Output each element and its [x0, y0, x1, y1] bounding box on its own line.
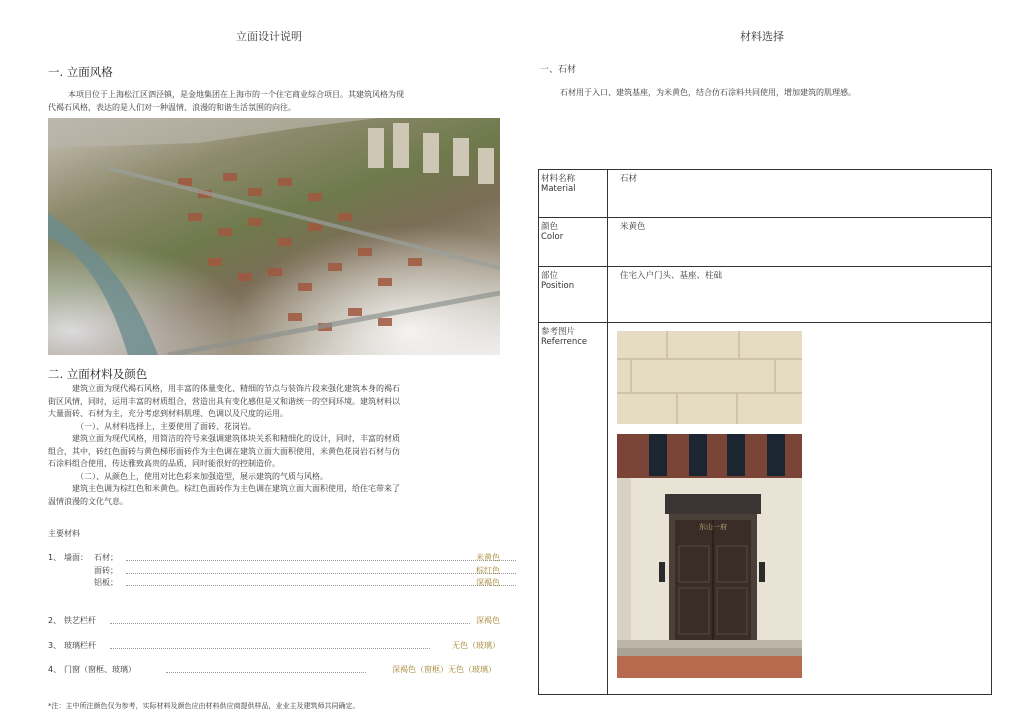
label-cell	[539, 323, 608, 695]
label-en: Material	[541, 184, 576, 194]
material-item-wall	[48, 552, 500, 588]
label-cell	[539, 170, 608, 218]
right-page-title: 材料选择	[740, 30, 784, 43]
materials-line-10: 温情浪漫的文化气息。	[48, 496, 128, 506]
materials-line-5: 建筑立面为现代风格，用简洁的符号来强调建筑体块关系和精细化的设计，同时，丰富的材质	[72, 434, 400, 443]
label-en: Color	[541, 232, 564, 242]
material-number: 4、	[48, 665, 62, 674]
material-item-glass-railing	[48, 640, 500, 652]
materials-line-9: 建筑主色调为棕红色和米黄色。棕红色面砖作为主色调在建筑立面大面积使用，给住宅带来了	[72, 484, 400, 493]
aerial-view-image	[48, 118, 500, 355]
leader-dots	[126, 560, 516, 561]
material-group: 墙面：	[64, 553, 88, 562]
material-item-doors-windows	[48, 664, 500, 676]
main-materials-heading: 主要材料	[48, 529, 80, 538]
footnote: *注：主中所注颜色仅为参考，实际材料及颜色应由材料供应商提供样品，业业主及建筑师共同确定。	[48, 702, 360, 710]
label-cell	[539, 267, 608, 323]
material-number: 1、	[48, 553, 62, 562]
section-heading-materials: 二. 立面材料及颜色	[48, 367, 148, 381]
material-color: 米黄色	[476, 553, 500, 562]
materials-line-3: 大量面砖、石材为主，充分考虑到材料肌理、色调以及尺度的运用。	[48, 409, 288, 418]
material-name: 铁艺栏杆	[64, 616, 96, 625]
material-color: 无色（玻璃）	[452, 641, 500, 650]
materials-line-7: 石涂料组合使用，传达雅致高贵的品质，同时能很好的控制造价。	[48, 459, 280, 468]
entrance-door-image	[617, 434, 802, 678]
left-page-title: 立面设计说明	[236, 30, 302, 43]
stone-sample-image	[617, 331, 802, 424]
leader-dots	[166, 672, 366, 673]
label-cn: 颜色	[541, 222, 559, 232]
material-name: 铝板；	[94, 578, 118, 587]
entrance-illustration	[617, 434, 802, 678]
material-item-iron-railing	[48, 615, 500, 627]
material-color: 深褐色	[476, 578, 500, 587]
materials-line-4: （一）、从材料选择上，主要使用了面砖、花岗岩。	[76, 421, 256, 431]
material-color: 深褐色	[476, 616, 500, 625]
leader-dots	[110, 648, 430, 649]
material-name: 玻璃栏杆	[64, 641, 96, 650]
leader-dots	[110, 623, 470, 624]
value-cell	[608, 267, 992, 323]
stone-paragraph: 石材用于入口、建筑基座，为米黄色，结合仿石涂料共同使用，增加建筑的肌理感。	[560, 88, 856, 97]
material-name: 石材；	[94, 553, 118, 562]
door-plaque-text: 东山一府	[699, 523, 727, 531]
intro-line-2: 代褐石风格，表达的是人们对一种温情、浪漫的和谐生活氛围的向往。	[48, 102, 296, 112]
materials-line-1: 建筑立面为现代褐石风格，用丰富的体量变化、精细的节点与装饰片段来强化建筑本身的褐石	[72, 384, 400, 393]
stone-heading: 一、石材	[540, 65, 577, 75]
position-value: 住宅入户门头、基座、柱础	[620, 271, 723, 281]
leader-dots	[126, 585, 516, 586]
value-cell	[608, 170, 992, 218]
materials-line-2: 街区风情，同时，运用丰富的材质组合，营造出具有变化感但是又和谐统一的空间环境。建筑材料以	[48, 396, 400, 406]
section-heading-style: 一. 立面风格	[48, 65, 113, 79]
intro-line-1: 本项目位于上海松江区泗泾镇，是金地集团在上海市的一个住宅商业综合项目。其建筑风格为现	[68, 90, 404, 99]
materials-paragraph	[48, 383, 503, 508]
aerial-view-illustration	[48, 118, 500, 355]
table-row-color	[539, 218, 992, 267]
color-value: 米黄色	[620, 222, 646, 232]
table-row-material	[539, 170, 992, 218]
material-color: 深褐色（窗框）无色（玻璃）	[392, 665, 496, 674]
material-color: 棕红色	[476, 566, 500, 575]
material-name: 面砖；	[94, 566, 118, 575]
label-cn: 参考图片	[541, 327, 576, 337]
materials-line-6: 组合，其中，砖红色面砖与黄色梯形面砖作为主色调在建筑立面大面积使用，米黄色花岗岩石材与仿	[48, 446, 400, 456]
label-en: Position	[541, 281, 575, 291]
material-number: 3、	[48, 641, 62, 650]
material-name: 门窗（窗框、玻璃）	[64, 665, 136, 674]
label-cn: 材料名称	[541, 174, 576, 184]
label-en: Referrence	[541, 337, 588, 347]
table-row-position	[539, 267, 992, 323]
value-cell	[608, 218, 992, 267]
materials-line-8: （二）、从颜色上，使用对比色彩来加强造型，展示建筑的气质与风格。	[76, 471, 328, 481]
label-cn: 部位	[541, 271, 559, 281]
intro-paragraph	[48, 89, 503, 114]
stone-joint-lines	[617, 331, 802, 424]
label-cell	[539, 218, 608, 267]
leader-dots	[126, 573, 516, 574]
material-value: 石材	[620, 174, 638, 184]
material-number: 2、	[48, 616, 62, 625]
